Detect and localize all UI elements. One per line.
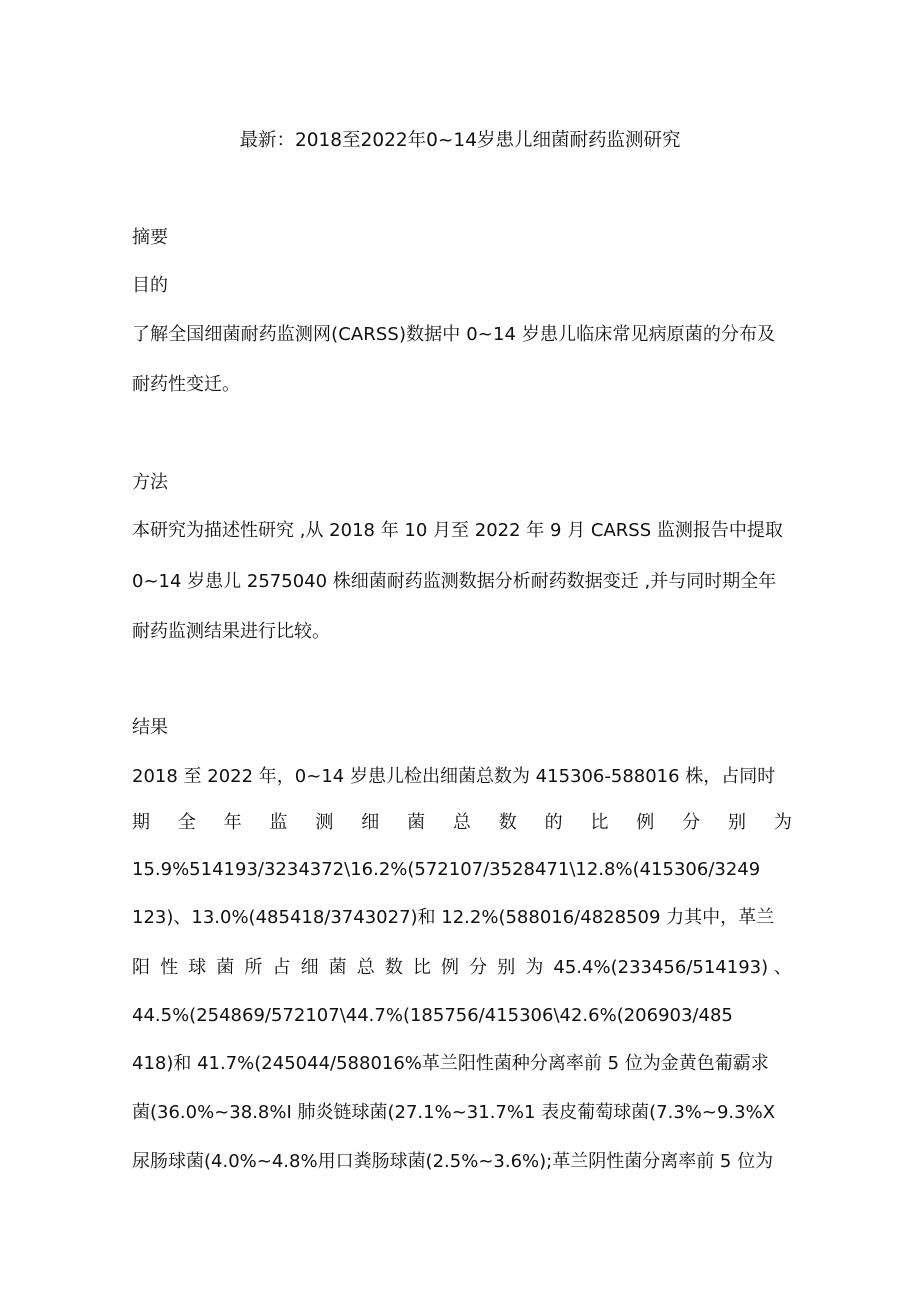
results-char: 数: [498, 812, 517, 833]
results-char: 菌: [328, 957, 347, 978]
methods-heading: 方法: [132, 472, 168, 493]
methods-text-line: 耐药监测结果进行比较。: [132, 621, 330, 642]
results-text-line: 123)、13.0%(485418/3743027)和 12.2%(588016/4828509 力其中，革兰: [132, 907, 775, 928]
results-char: 细: [361, 812, 380, 833]
results-char: 分: [682, 812, 701, 833]
results-text-line: 418)和 41.7%(245044/588016%革兰阳性菌种分离率前 5 位为金黄色葡霸求: [132, 1053, 769, 1074]
results-text-line-spread: [132, 810, 792, 836]
results-char: 占: [272, 957, 291, 978]
results-char: 别: [497, 957, 516, 978]
methods-text-line: 本研究为描述性研究 ,从 2018 年 10 月至 2022 年 9 月 CARSS 监测报告中提取: [132, 520, 783, 541]
results-char: 全: [177, 812, 196, 833]
results-char: 的: [544, 812, 563, 833]
results-text-line: 15.9%514193/3234372\16.2%(572107/3528471\12.8%(415306/3249: [132, 859, 761, 880]
results-value-tail: 45.4%(233456/514193) 、: [553, 957, 792, 978]
results-char: 菌: [407, 812, 426, 833]
results-char: 例: [441, 957, 460, 978]
results-char: 例: [636, 812, 655, 833]
results-char: 测: [315, 812, 334, 833]
page-title: 最新：2018至2022年0~14岁患儿细菌耐药监测研究: [239, 130, 681, 151]
results-char: 细: [300, 957, 319, 978]
results-text-line: 2018 至 2022 年，0~14 岁患儿检出细菌总数为 415306-588016 株，占同时: [132, 766, 776, 787]
results-char: 球: [188, 957, 207, 978]
abstract-heading: 摘要: [132, 227, 168, 248]
results-text-line: 菌(36.0%~38.8%I 肺炎链球菌(27.1%~31.7%1 表皮葡萄球菌(7.3%~9.3%X: [132, 1102, 776, 1123]
results-char: 期: [132, 812, 150, 833]
results-char: 为: [525, 957, 544, 978]
results-char: 总: [452, 812, 471, 833]
results-char: 年: [223, 812, 242, 833]
results-char: 分: [469, 957, 488, 978]
objective-heading: 目的: [132, 275, 168, 296]
objective-text-line: 耐药性变迁。: [132, 374, 240, 395]
results-char: 监: [269, 812, 288, 833]
results-char: 为: [773, 812, 792, 833]
objective-text-line: 了解全国细菌耐药监测网(CARSS)数据中 0~14 岁患儿临床常见病原菌的分布及: [132, 324, 776, 345]
results-char: 所: [244, 957, 263, 978]
results-char: 比: [590, 812, 609, 833]
results-heading: 结果: [132, 717, 168, 738]
results-char: 菌: [216, 957, 235, 978]
results-char: 阳: [132, 957, 150, 978]
results-char: 别: [727, 812, 746, 833]
results-text-line-spread: [132, 955, 792, 981]
results-char: 比: [412, 957, 431, 978]
methods-text-line: 0~14 岁患儿 2575040 株细菌耐药监测数据分析耐药数据变迁 ,并与同时期全年: [132, 571, 777, 592]
results-char: 性: [160, 957, 179, 978]
results-char: 总: [356, 957, 375, 978]
results-char: 数: [384, 957, 403, 978]
results-text-line: 44.5%(254869/572107\44.7%(185756/415306\42.6%(206903/485: [132, 1005, 733, 1026]
results-text-line: 尿肠球菌(4.0%~4.8%用口粪肠球菌(2.5%~3.6%);革兰阴性菌分离率前 5 位为: [132, 1151, 774, 1172]
